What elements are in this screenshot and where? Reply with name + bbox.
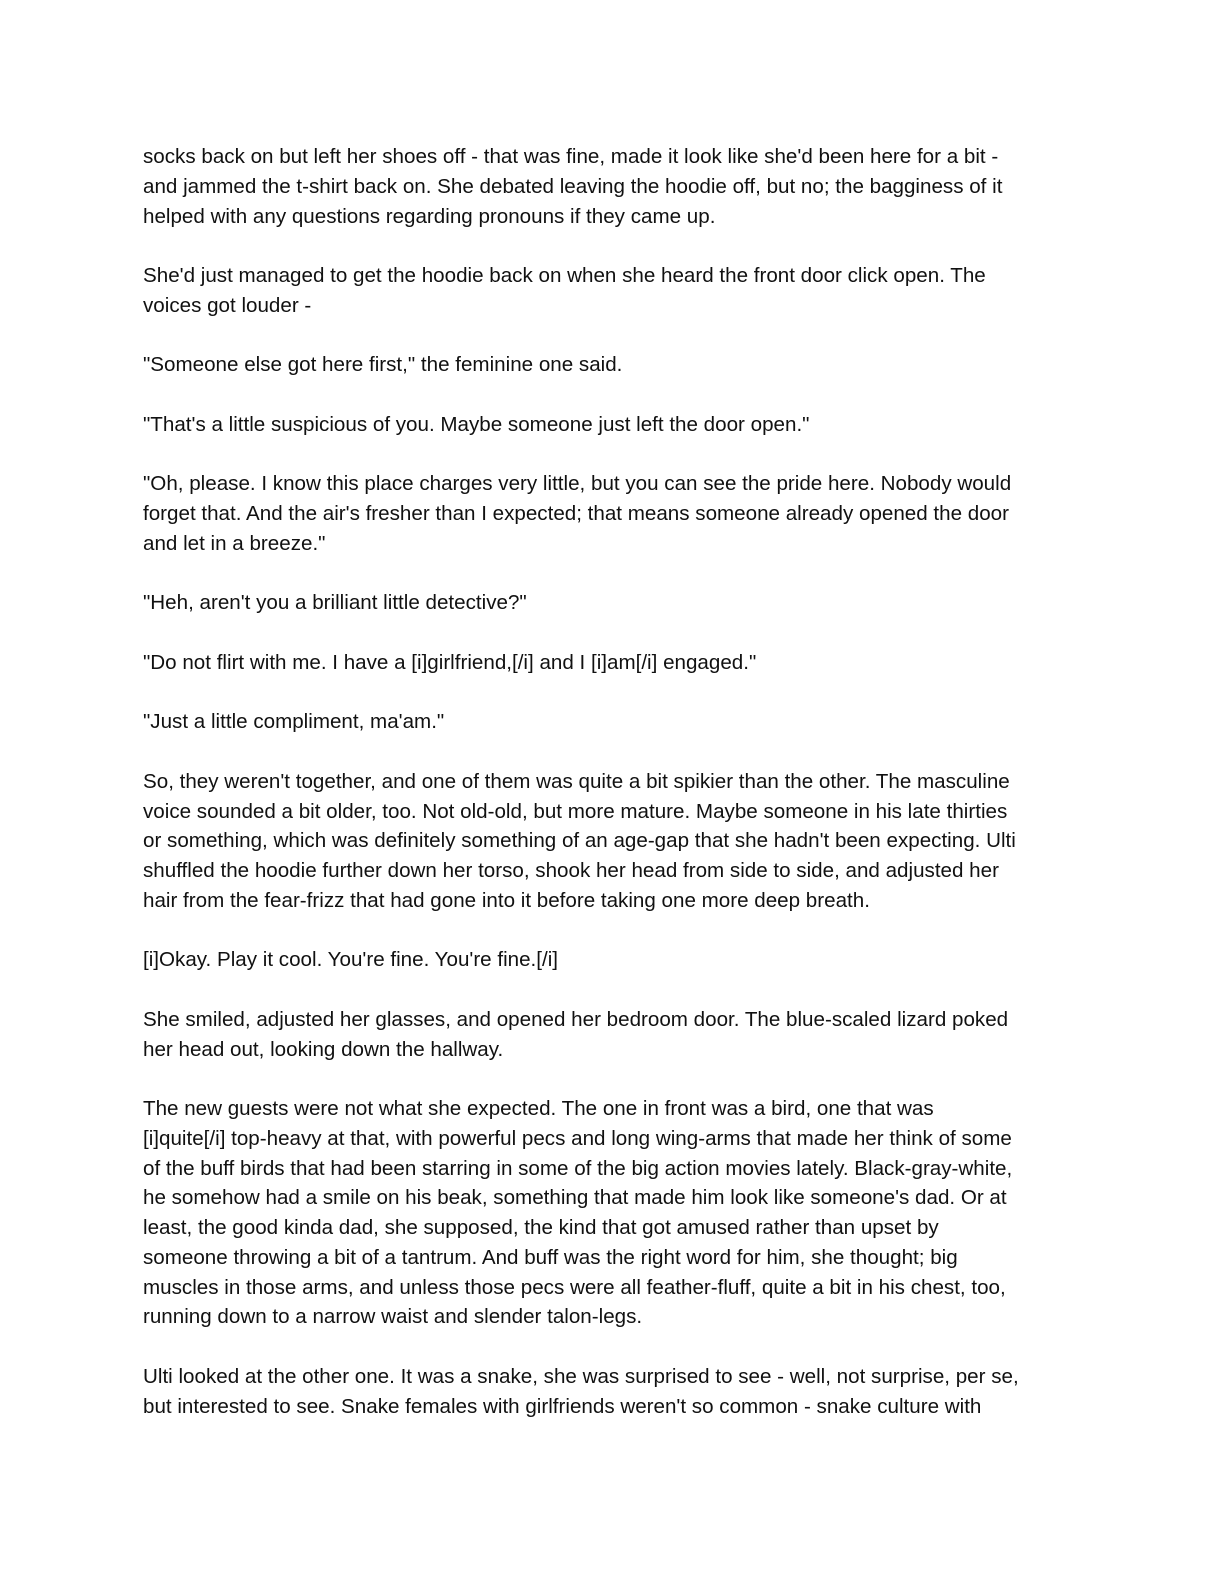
text-line: The new guests were not what she expected. The one in front was a bird, one that was <box>143 1097 934 1120</box>
text-line: "Heh, aren't you a brilliant little detective?" <box>143 591 527 615</box>
document-body <box>143 142 1083 1451</box>
paragraph <box>143 410 1083 440</box>
text-line: socks back on but left her shoes off - that was fine, made it look like she'd been here for a bit - <box>143 145 999 168</box>
text-line: muscles in those arms, and unless those pecs were all feather-fluff, quite a bit in his chest, too, <box>143 1275 1006 1299</box>
paragraph <box>143 767 1083 916</box>
text-line: or something, which was definitely something of an age-gap that she hadn't been expecting. Ulti <box>143 829 1016 853</box>
text-line: and jammed the t-shirt back on. She debated leaving the hoodie off, but no; the bagginess of it <box>143 174 1003 198</box>
text-line: voice sounded a bit older, too. Not old-old, but more mature. Maybe someone in his late thirties <box>143 799 1008 823</box>
text-line: "Do not flirt with me. I have a [i]girlfriend,[/i] and I [i]am[/i] engaged." <box>143 650 757 674</box>
text-line: hair from the fear-frizz that had gone into it before taking one more deep breath. <box>143 888 870 912</box>
text-line: but interested to see. Snake females with girlfriends weren't so common - snake culture with <box>143 1394 982 1418</box>
text-line: he somehow had a smile on his beak, something that made him look like someone's dad. Or at <box>143 1186 1007 1210</box>
paragraph <box>143 588 1083 618</box>
text-line: and let in a breeze." <box>143 531 326 555</box>
paragraph <box>143 142 1083 231</box>
text-line: [i]Okay. Play it cool. You're fine. You're fine.[/i] <box>143 948 559 972</box>
text-line: of the buff birds that had been starring in some of the big action movies lately. Black-gray-white, <box>143 1156 1013 1180</box>
text-line: Ulti looked at the other one. It was a snake, she was surprised to see - well, not surprise, per se, <box>143 1364 1019 1388</box>
paragraph <box>143 1362 1083 1422</box>
text-line: shuffled the hoodie further down her torso, shook her head from side to side, and adjusted her <box>143 859 999 882</box>
paragraph <box>143 350 1083 380</box>
paragraph <box>143 1005 1083 1065</box>
text-line: least, the good kinda dad, she supposed, the kind that got amused rather than upset by <box>143 1216 939 1239</box>
text-line: "Someone else got here first," the feminine one said. <box>143 353 623 377</box>
text-line: "That's a little suspicious of you. Maybe someone just left the door open." <box>143 412 810 436</box>
text-line: helped with any questions regarding pronouns if they came up. <box>143 204 716 228</box>
paragraph <box>143 1094 1083 1332</box>
text-line: "Oh, please. I know this place charges very little, but you can see the pride here. Nobody would <box>143 472 1012 496</box>
paragraph <box>143 648 1083 678</box>
text-line: [i]quite[/i] top-heavy at that, with powerful pecs and long wing-arms that made her think of some <box>143 1126 1012 1150</box>
text-line: forget that. And the air's fresher than I expected; that means someone already opened the door <box>143 502 1009 525</box>
text-line: She'd just managed to get the hoodie back on when she heard the front door click open. The <box>143 264 986 287</box>
text-line: someone throwing a bit of a tantrum. And buff was the right word for him, she thought; big <box>143 1245 958 1269</box>
text-line: running down to a narrow waist and slender talon-legs. <box>143 1305 643 1329</box>
paragraph <box>143 261 1083 321</box>
text-line: "Just a little compliment, ma'am." <box>143 710 445 734</box>
paragraph <box>143 945 1083 975</box>
paragraph <box>143 707 1083 737</box>
paragraph <box>143 469 1083 558</box>
text-line: She smiled, adjusted her glasses, and opened her bedroom door. The blue-scaled lizard poked <box>143 1007 1009 1031</box>
text-line: voices got louder - <box>143 293 312 317</box>
text-line: So, they weren't together, and one of them was quite a bit spikier than the other. The masculine <box>143 769 1010 793</box>
text-line: her head out, looking down the hallway. <box>143 1037 504 1061</box>
